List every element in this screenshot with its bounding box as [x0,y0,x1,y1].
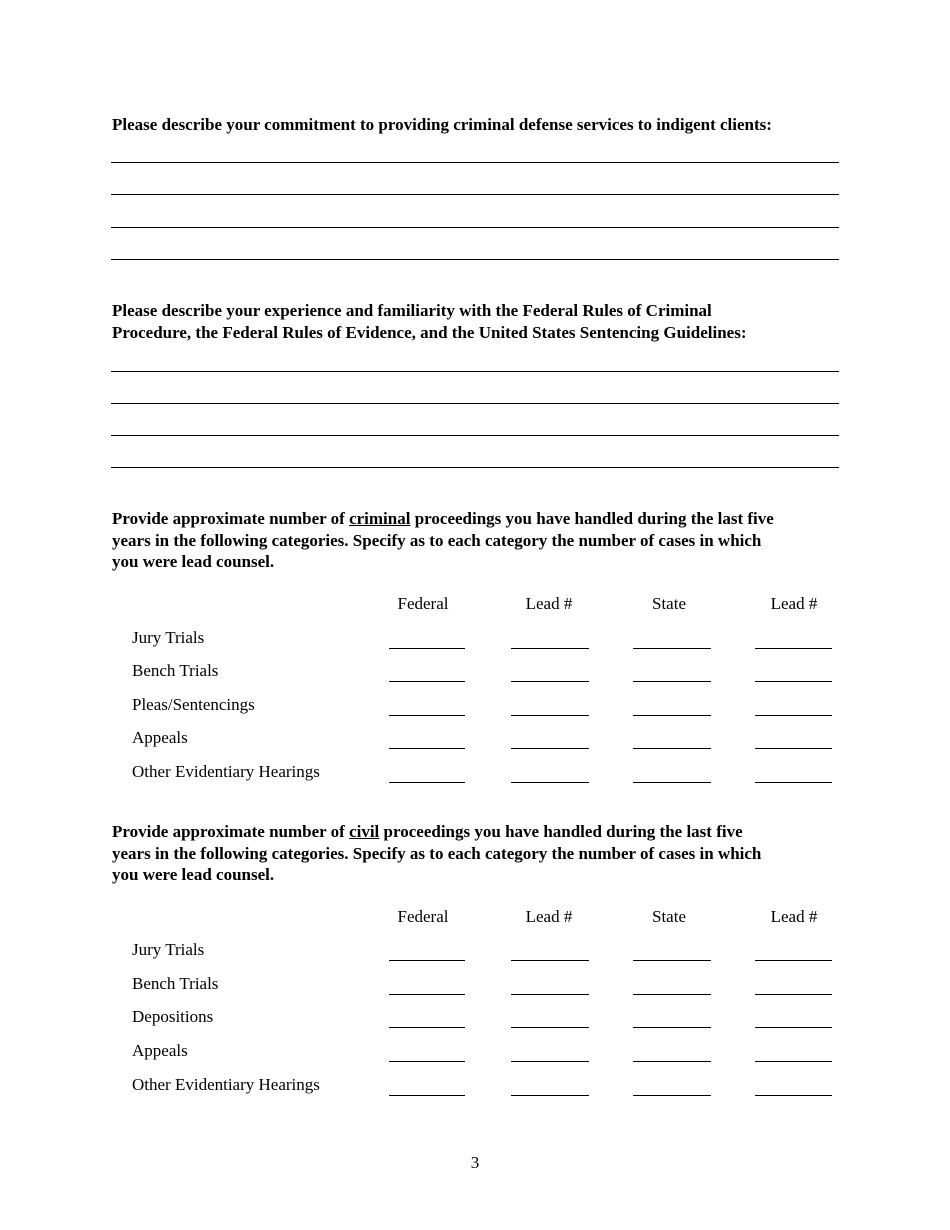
criminal-count-blank[interactable] [633,681,711,682]
experience-question-line2: Procedure, the Federal Rules of Evidence, and the United States Sentencing Guidelines: [112,322,747,342]
civil-column-header: Lead # [770,907,818,926]
criminal-intro-text: proceedings you have handled during the last five [410,509,774,528]
civil-row-label: Appeals [132,1041,188,1060]
civil-intro-text: proceedings you have handled during the last five [379,822,743,841]
criminal-intro-line3: you were lead counsel. [112,552,275,571]
civil-row-label: Depositions [132,1007,214,1026]
civil-count-blank[interactable] [633,1095,711,1096]
criminal-intro-text: Provide approximate number of [112,509,350,528]
civil-keyword: civil [349,822,380,841]
page-number: 3 [470,1153,480,1172]
criminal-count-blank[interactable] [755,782,832,783]
civil-count-blank[interactable] [755,1027,832,1028]
civil-row-label: Jury Trials [132,940,205,959]
civil-column-header: Federal [397,907,449,926]
civil-count-blank[interactable] [755,1061,832,1062]
criminal-row-label: Pleas/Sentencings [132,695,255,714]
criminal-count-blank[interactable] [511,715,589,716]
civil-intro-line3: you were lead counsel. [112,865,275,884]
criminal-count-blank[interactable] [511,648,589,649]
criminal-column-header: Lead # [525,594,573,613]
criminal-count-blank[interactable] [389,715,465,716]
civil-count-blank[interactable] [511,1061,589,1062]
civil-count-blank[interactable] [755,994,832,995]
criminal-count-blank[interactable] [755,648,832,649]
civil-count-blank[interactable] [389,1061,465,1062]
criminal-row-label: Other Evidentiary Hearings [132,762,320,781]
criminal-proceedings-intro [112,508,842,573]
civil-intro-text: Provide approximate number of [112,822,350,841]
criminal-count-blank[interactable] [633,782,711,783]
civil-count-blank[interactable] [389,994,465,995]
criminal-count-blank[interactable] [633,648,711,649]
civil-column-header: Lead # [525,907,573,926]
civil-row-label: Other Evidentiary Hearings [132,1075,320,1094]
commitment-question: Please describe your commitment to providing criminal defense services to indigent clients: [112,115,772,134]
civil-count-blank[interactable] [633,1061,711,1062]
civil-count-blank[interactable] [633,994,711,995]
criminal-count-blank[interactable] [755,748,832,749]
criminal-column-header: State [652,594,686,613]
civil-count-blank[interactable] [389,1027,465,1028]
commitment-answer-line[interactable] [111,227,839,228]
criminal-column-header: Federal [397,594,449,613]
criminal-keyword: criminal [349,509,411,528]
civil-count-blank[interactable] [389,1095,465,1096]
civil-proceedings-intro [112,821,842,886]
civil-count-blank[interactable] [511,1095,589,1096]
experience-answer-line[interactable] [111,371,839,372]
commitment-answer-line[interactable] [111,259,839,260]
commitment-answer-line[interactable] [111,194,839,195]
civil-count-blank[interactable] [633,960,711,961]
experience-answer-line[interactable] [111,467,839,468]
criminal-row-label: Bench Trials [132,661,219,680]
criminal-count-blank[interactable] [389,681,465,682]
civil-count-blank[interactable] [511,994,589,995]
criminal-count-blank[interactable] [511,681,589,682]
experience-answer-line[interactable] [111,403,839,404]
criminal-count-blank[interactable] [511,782,589,783]
civil-count-blank[interactable] [389,960,465,961]
commitment-answer-line[interactable] [111,162,839,163]
criminal-count-blank[interactable] [389,748,465,749]
civil-row-label: Bench Trials [132,974,219,993]
criminal-count-blank[interactable] [633,748,711,749]
experience-question [112,300,842,343]
criminal-intro-line2: years in the following categories. Specify as to each category the number of cases in which [112,530,762,550]
criminal-count-blank[interactable] [755,681,832,682]
criminal-row-label: Jury Trials [132,628,205,647]
criminal-column-header: Lead # [770,594,818,613]
criminal-count-blank[interactable] [755,715,832,716]
criminal-count-blank[interactable] [633,715,711,716]
criminal-count-blank[interactable] [511,748,589,749]
civil-count-blank[interactable] [511,1027,589,1028]
civil-intro-line2: years in the following categories. Specify as to each category the number of cases in which [112,843,762,863]
civil-column-header: State [652,907,686,926]
criminal-count-blank[interactable] [389,782,465,783]
civil-count-blank[interactable] [755,960,832,961]
civil-count-blank[interactable] [633,1027,711,1028]
experience-answer-line[interactable] [111,435,839,436]
civil-count-blank[interactable] [511,960,589,961]
criminal-row-label: Appeals [132,728,188,747]
civil-count-blank[interactable] [755,1095,832,1096]
criminal-count-blank[interactable] [389,648,465,649]
experience-question-line1: Please describe your experience and familiarity with the Federal Rules of Criminal [112,301,712,320]
